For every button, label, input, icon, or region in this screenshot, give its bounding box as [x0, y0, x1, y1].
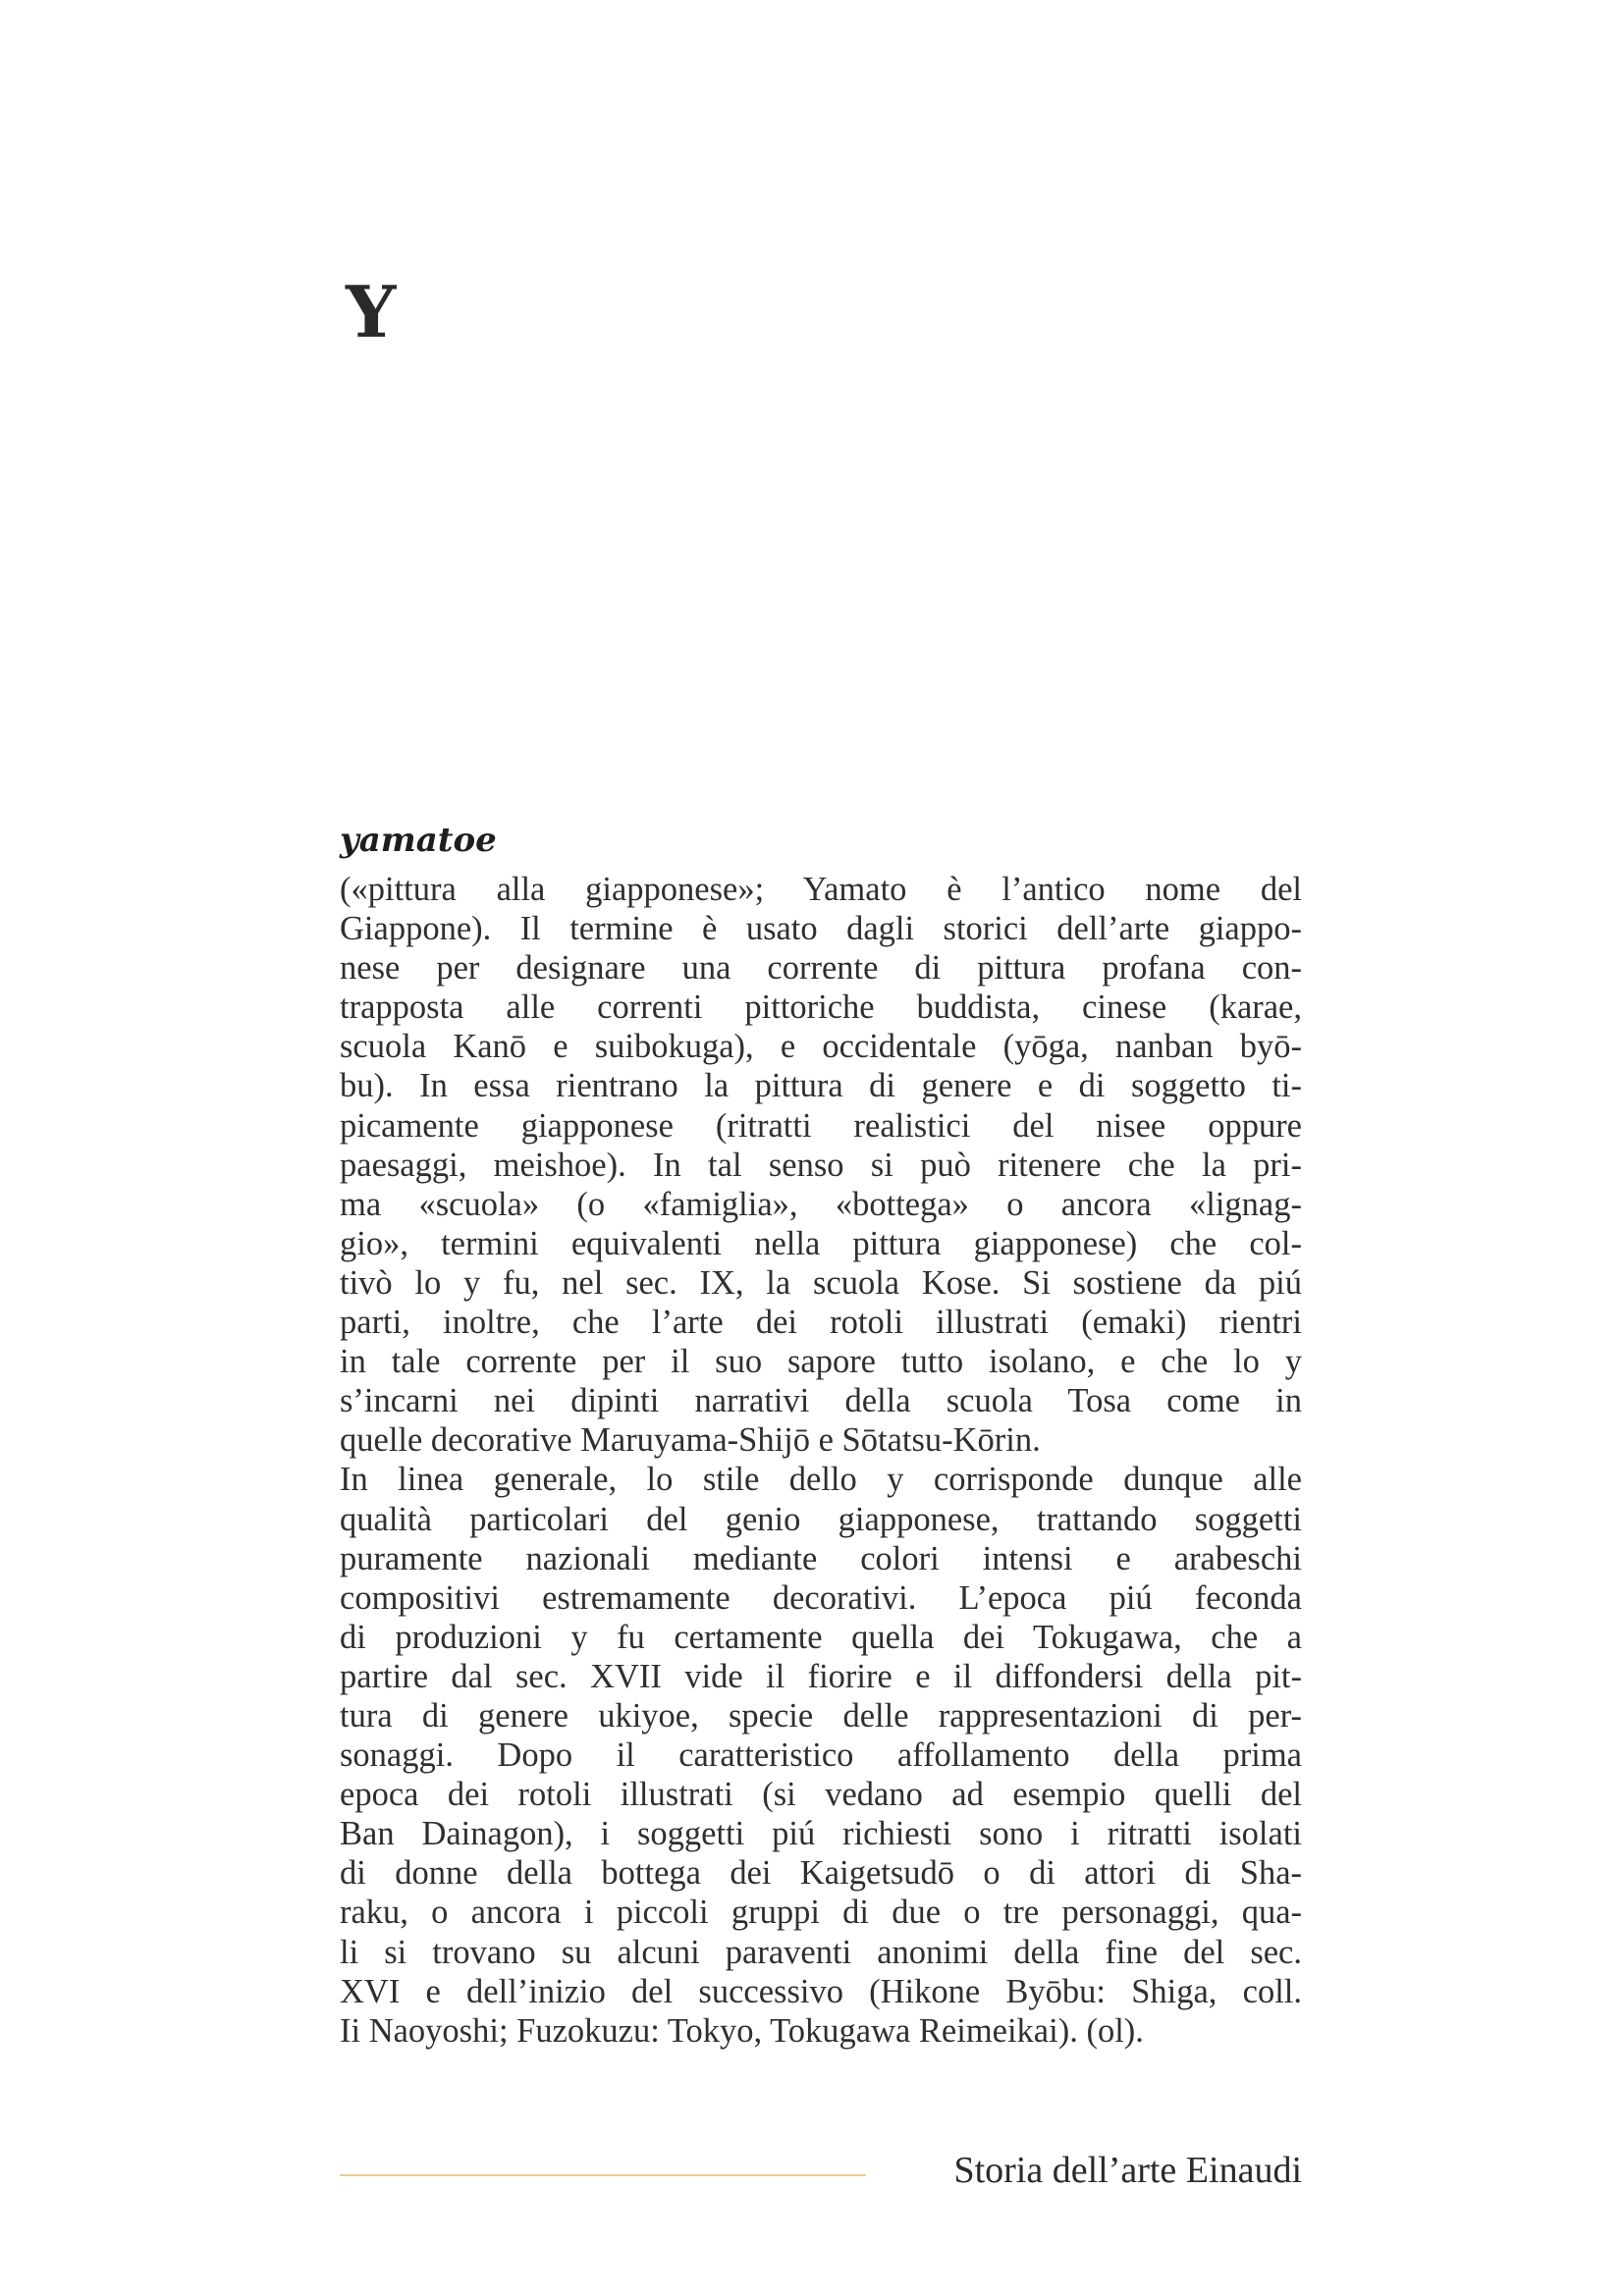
body-line: di produzioni y fu certamente quella dei Tokugawa, che a: [340, 1618, 1302, 1656]
footer-title: Storia dell’arte Einaudi: [953, 2150, 1302, 2191]
body-line: quelle decorative Maruyama-Shijō e Sōtatsu-Kōrin.: [340, 1421, 1041, 1460]
body-line: raku, o ancora i piccoli gruppi di due o tre personaggi, qua-: [340, 1894, 1302, 1932]
footer-rule: [340, 2174, 866, 2176]
body-line: ma «scuola» (o «famiglia», «bottega» o ancora «lignag-: [340, 1185, 1302, 1223]
body-line: picamente giapponese (ritratti realistici del nisee oppure: [340, 1106, 1302, 1145]
body-line: paesaggi, meishoe). In tal senso si può ritenere che la pri-: [340, 1146, 1302, 1184]
body-line: Giappone). Il termine è usato dagli storici dell’arte giappo-: [340, 910, 1302, 948]
body-line: XVI e dell’inizio del successivo (Hikone Byōbu: Shiga, coll.: [340, 1972, 1302, 2010]
body-line: sonaggi. Dopo il caratteristico affollamento della prima: [340, 1736, 1302, 1775]
body-line: epoca dei rotoli illustrati (si vedano ad esempio quelli del: [340, 1776, 1302, 1814]
body-line: tura di genere ukiyoe, specie delle rappresentazioni di per-: [340, 1696, 1302, 1735]
body-line: («pittura alla giapponese»; Yamato è l’antico nome del: [340, 871, 1302, 908]
body-line: Ii Naoyoshi; Fuzokuzu: Tokyo, Tokugawa Reimeikai). (ol).: [340, 2011, 1144, 2050]
body-line: nese per designare una corrente di pittura profana con-: [340, 949, 1302, 988]
body-line: bu). In essa rientrano la pittura di genere e di soggetto ti-: [340, 1067, 1302, 1105]
body-line: gio», termini equivalenti nella pittura giapponese) che col-: [340, 1224, 1302, 1262]
body-line: In linea generale, lo stile dello y corrisponde dunque alle: [340, 1461, 1302, 1499]
entry-body: [340, 870, 1302, 2051]
body-line: trapposta alle correnti pittoriche buddista, cinese (karae,: [340, 988, 1302, 1027]
body-line: scuola Kanō e suibokuga), e occidentale (yōga, nanban byō-: [340, 1028, 1302, 1066]
body-line: di donne della bottega dei Kaigetsudō o di attori di Sha-: [340, 1854, 1302, 1893]
body-line: Ban Dainagon), i soggetti piú richiesti sono i ritratti isolati: [340, 1815, 1302, 1853]
body-line: puramente nazionali mediante colori intensi e arabeschi: [340, 1539, 1302, 1577]
body-line: parti, inoltre, che l’arte dei rotoli illustrati (emaki) rientri: [340, 1304, 1302, 1342]
body-line: in tale corrente per il suo sapore tutto isolano, e che lo y: [340, 1343, 1302, 1381]
body-line: compositivi estremamente decorativi. L’epoca piú feconda: [340, 1578, 1302, 1617]
body-line: li si trovano su alcuni paraventi anonimi della fine del sec.: [340, 1933, 1302, 1971]
body-line: qualità particolari del genio giapponese, trattando soggetti: [340, 1500, 1302, 1538]
entry-title: yamatoe: [340, 821, 497, 860]
body-line: partire dal sec. XVII vide il fiorire e il diffondersi della pit-: [340, 1657, 1302, 1695]
section-letter: Y: [346, 270, 397, 353]
body-line: tivò lo y fu, nel sec. IX, la scuola Kose. Si sostiene da piú: [340, 1263, 1302, 1302]
body-line: s’incarni nei dipinti narrativi della scuola Tosa come in: [340, 1382, 1302, 1420]
